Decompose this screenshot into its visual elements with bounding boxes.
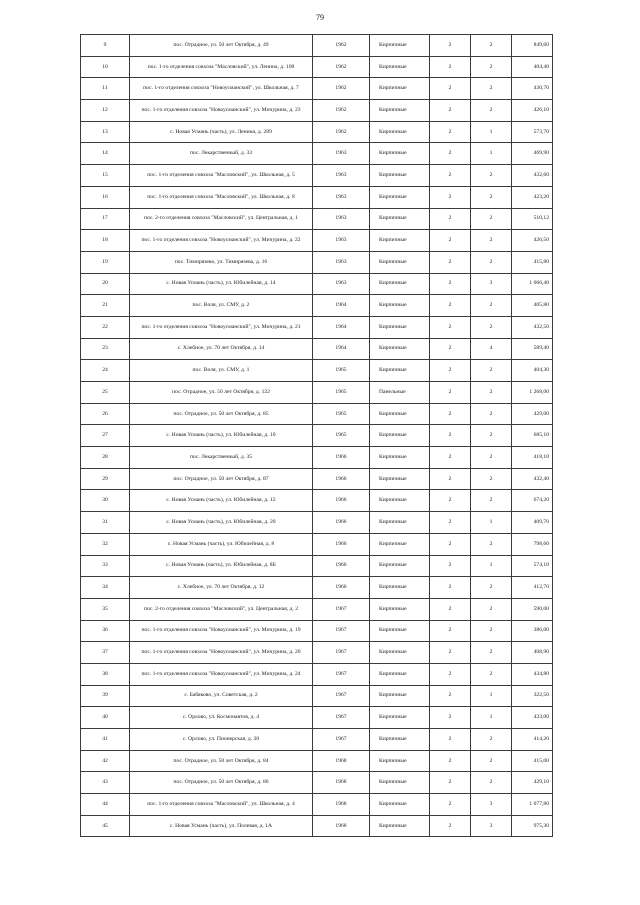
cell-floors: 2 — [430, 729, 471, 751]
cell-entrances: 2 — [471, 425, 512, 447]
cell-floors: 2 — [430, 78, 471, 100]
cell-entrances: 1 — [471, 143, 512, 165]
cell-material: Кирпичные — [370, 230, 430, 252]
cell-year: 1963 — [313, 230, 370, 252]
page-number: 79 — [316, 13, 324, 22]
table-row — [81, 165, 553, 187]
cell-material: Кирпичные — [370, 447, 430, 469]
cell-year: 1967 — [313, 620, 370, 642]
cell-address: пос. Отрадное, ул. 50 лет Октября, д. 84 — [130, 750, 313, 772]
cell-area: 404,40 — [512, 56, 553, 78]
cell-row-number: 18 — [81, 230, 130, 252]
cell-row-number: 31 — [81, 512, 130, 534]
cell-entrances: 2 — [471, 598, 512, 620]
cell-address: пос. 2-го отделения совхоза "Масловский", ул. Центральная, д. 1 — [130, 208, 313, 230]
table-row — [81, 772, 553, 794]
cell-row-number: 38 — [81, 663, 130, 685]
cell-year: 1967 — [313, 598, 370, 620]
cell-row-number: 24 — [81, 360, 130, 382]
cell-area: 426,50 — [512, 230, 553, 252]
cell-area: 590,00 — [512, 598, 553, 620]
cell-floors: 2 — [430, 772, 471, 794]
table-row — [81, 555, 553, 577]
cell-entrances: 1 — [471, 685, 512, 707]
cell-year: 1964 — [313, 338, 370, 360]
cell-row-number: 21 — [81, 295, 130, 317]
cell-address: с. Новая Усмань (часть), ул. Полевая, д. 1А — [130, 815, 313, 837]
table-row — [81, 403, 553, 425]
cell-material: Кирпичные — [370, 208, 430, 230]
cell-material: Кирпичные — [370, 338, 430, 360]
cell-area: 1 077,80 — [512, 794, 553, 816]
cell-year: 1962 — [313, 121, 370, 143]
cell-address: пос. 1-го отделения совхоза "Масловский", ул. Школьная, д. 8 — [130, 186, 313, 208]
table-row — [81, 642, 553, 664]
cell-entrances: 2 — [471, 165, 512, 187]
cell-material: Кирпичные — [370, 685, 430, 707]
cell-year: 1967 — [313, 729, 370, 751]
cell-address: с. Орлово, ул. Космонавтов, д. 4 — [130, 707, 313, 729]
cell-address: пос. Лекарственный, д. 33 — [130, 143, 313, 165]
cell-year: 1967 — [313, 707, 370, 729]
cell-floors: 2 — [430, 707, 471, 729]
cell-entrances: 3 — [471, 794, 512, 816]
cell-material: Кирпичные — [370, 186, 430, 208]
cell-year: 1964 — [313, 295, 370, 317]
cell-address: с. Хлебное, ул. 70 лет Октября, д. 14 — [130, 338, 313, 360]
cell-material: Кирпичные — [370, 750, 430, 772]
cell-floors: 2 — [430, 815, 471, 837]
table-row — [81, 663, 553, 685]
cell-row-number: 32 — [81, 533, 130, 555]
cell-address: с. Хлебное, ул. 70 лет Октября, д. 12 — [130, 577, 313, 599]
cell-area: 409,70 — [512, 512, 553, 534]
cell-area: 430,70 — [512, 78, 553, 100]
table-row — [81, 295, 553, 317]
cell-floors: 2 — [430, 685, 471, 707]
cell-area: 573,70 — [512, 121, 553, 143]
cell-year: 1967 — [313, 685, 370, 707]
table-row — [81, 685, 553, 707]
cell-material: Кирпичные — [370, 512, 430, 534]
cell-year: 1962 — [313, 56, 370, 78]
cell-year: 1965 — [313, 425, 370, 447]
cell-area: 322,50 — [512, 685, 553, 707]
cell-entrances: 1 — [471, 555, 512, 577]
cell-year: 1966 — [313, 512, 370, 534]
cell-year: 1966 — [313, 490, 370, 512]
table-row — [81, 729, 553, 751]
cell-material: Кирпичные — [370, 468, 430, 490]
cell-row-number: 27 — [81, 425, 130, 447]
cell-floors: 2 — [430, 382, 471, 404]
cell-entrances: 2 — [471, 620, 512, 642]
table-row — [81, 251, 553, 273]
cell-row-number: 12 — [81, 100, 130, 122]
cell-material: Кирпичные — [370, 663, 430, 685]
cell-material: Кирпичные — [370, 577, 430, 599]
cell-entrances: 2 — [471, 208, 512, 230]
cell-address: с. Новая Усмань (часть), ул. Ленина, д. 289 — [130, 121, 313, 143]
table-row — [81, 143, 553, 165]
cell-material: Кирпичные — [370, 794, 430, 816]
cell-material: Кирпичные — [370, 598, 430, 620]
table-row — [81, 100, 553, 122]
cell-entrances: 2 — [471, 403, 512, 425]
cell-address: с. Орлово, ул. Пионерская, д. 30 — [130, 729, 313, 751]
table-row — [81, 447, 553, 469]
cell-floors: 2 — [430, 577, 471, 599]
cell-row-number: 41 — [81, 729, 130, 751]
cell-row-number: 22 — [81, 316, 130, 338]
cell-address: пос. Отрадное, ул. 50 лет Октября, д. 87 — [130, 468, 313, 490]
cell-floors: 2 — [430, 750, 471, 772]
cell-floors: 2 — [430, 425, 471, 447]
cell-material: Кирпичные — [370, 121, 430, 143]
cell-area: 975,30 — [512, 815, 553, 837]
cell-address: с. Новая Усмань (часть), ул. Юбилейная, д. 14 — [130, 273, 313, 295]
table-row — [81, 794, 553, 816]
cell-row-number: 15 — [81, 165, 130, 187]
cell-area: 404,30 — [512, 360, 553, 382]
table-row — [81, 78, 553, 100]
cell-entrances: 2 — [471, 772, 512, 794]
cell-row-number: 29 — [81, 468, 130, 490]
cell-floors: 2 — [430, 468, 471, 490]
cell-entrances: 2 — [471, 230, 512, 252]
cell-row-number: 23 — [81, 338, 130, 360]
cell-entrances: 2 — [471, 750, 512, 772]
table-row — [81, 707, 553, 729]
table-row — [81, 186, 553, 208]
cell-area: 418,10 — [512, 447, 553, 469]
cell-area: 849,60 — [512, 35, 553, 57]
cell-floors: 2 — [430, 338, 471, 360]
cell-year: 1966 — [313, 555, 370, 577]
cell-material: Кирпичные — [370, 360, 430, 382]
cell-area: 405,80 — [512, 295, 553, 317]
cell-floors: 2 — [430, 186, 471, 208]
cell-area: 429,10 — [512, 772, 553, 794]
cell-floors: 2 — [430, 620, 471, 642]
cell-row-number: 9 — [81, 35, 130, 57]
cell-year: 1964 — [313, 316, 370, 338]
cell-material: Кирпичные — [370, 100, 430, 122]
cell-row-number: 20 — [81, 273, 130, 295]
cell-area: 386,00 — [512, 620, 553, 642]
cell-area: 415,80 — [512, 251, 553, 273]
cell-year: 1968 — [313, 794, 370, 816]
table-row — [81, 121, 553, 143]
cell-row-number: 44 — [81, 794, 130, 816]
cell-year: 1966 — [313, 577, 370, 599]
cell-area: 798,60 — [512, 533, 553, 555]
cell-entrances: 2 — [471, 577, 512, 599]
cell-entrances: 2 — [471, 295, 512, 317]
table-row — [81, 750, 553, 772]
cell-floors: 2 — [430, 143, 471, 165]
cell-year: 1968 — [313, 750, 370, 772]
cell-address: пос. Отрадное, ул. 50 лет Октября, д. 85 — [130, 403, 313, 425]
cell-year: 1963 — [313, 143, 370, 165]
cell-row-number: 13 — [81, 121, 130, 143]
cell-area: 1 066,40 — [512, 273, 553, 295]
table-row — [81, 512, 553, 534]
table-row — [81, 382, 553, 404]
cell-row-number: 26 — [81, 403, 130, 425]
cell-address: пос. Лекарственный, д. 35 — [130, 447, 313, 469]
cell-row-number: 34 — [81, 577, 130, 599]
cell-area: 429,00 — [512, 403, 553, 425]
cell-row-number: 36 — [81, 620, 130, 642]
cell-area: 423,20 — [512, 186, 553, 208]
cell-area: 432,40 — [512, 468, 553, 490]
cell-year: 1963 — [313, 251, 370, 273]
cell-floors: 2 — [430, 533, 471, 555]
cell-entrances: 2 — [471, 642, 512, 664]
cell-floors: 2 — [430, 295, 471, 317]
cell-material: Кирпичные — [370, 403, 430, 425]
cell-address: пос. 1-го отделения совхоза "Масловский", ул. Ленина, д. 108 — [130, 56, 313, 78]
cell-row-number: 37 — [81, 642, 130, 664]
cell-address: с. Новая Усмань (часть), ул. Юбилейная, д. 8Б — [130, 555, 313, 577]
cell-floors: 2 — [430, 35, 471, 57]
cell-material: Кирпичные — [370, 533, 430, 555]
cell-material: Кирпичные — [370, 707, 430, 729]
table-body — [81, 35, 553, 837]
housing-table — [80, 34, 553, 837]
cell-year: 1966 — [313, 447, 370, 469]
cell-area: 574,10 — [512, 555, 553, 577]
cell-address: пос. Отрадное, ул. 50 лет Октября, д. 86 — [130, 772, 313, 794]
cell-entrances: 2 — [471, 533, 512, 555]
table-row — [81, 273, 553, 295]
cell-material: Кирпичные — [370, 143, 430, 165]
cell-floors: 2 — [430, 251, 471, 273]
cell-material: Кирпичные — [370, 273, 430, 295]
cell-entrances: 2 — [471, 490, 512, 512]
cell-address: пос. 1-го отделения совхоза "Новоусманский", ул. Мичурина, д. 20 — [130, 642, 313, 664]
cell-address: пос. 1-го отделения совхоза "Новоусманский", ул. Мичурина, д. 23 — [130, 100, 313, 122]
cell-address: с. Бабяково, ул. Советская, д. 2 — [130, 685, 313, 707]
cell-area: 1 268,00 — [512, 382, 553, 404]
table-row — [81, 56, 553, 78]
cell-row-number: 42 — [81, 750, 130, 772]
cell-address: пос. 1-го отделения совхоза "Масловский", ул. Школьная, д. 5 — [130, 165, 313, 187]
cell-floors: 2 — [430, 598, 471, 620]
cell-address: пос. 1-го отделения совхоза "Новоусманский", ул. Школьная, д. 7 — [130, 78, 313, 100]
cell-row-number: 10 — [81, 56, 130, 78]
cell-material: Кирпичные — [370, 425, 430, 447]
cell-row-number: 40 — [81, 707, 130, 729]
cell-material: Кирпичные — [370, 815, 430, 837]
cell-floors: 2 — [430, 555, 471, 577]
cell-entrances: 2 — [471, 382, 512, 404]
cell-year: 1963 — [313, 208, 370, 230]
cell-entrances: 2 — [471, 360, 512, 382]
cell-row-number: 35 — [81, 598, 130, 620]
cell-area: 510,12 — [512, 208, 553, 230]
cell-material: Кирпичные — [370, 35, 430, 57]
cell-entrances: 2 — [471, 468, 512, 490]
table-row — [81, 490, 553, 512]
cell-address: с. Новая Усмань (часть), ул. Юбилейная, д. 10 — [130, 425, 313, 447]
table-row — [81, 598, 553, 620]
table-row — [81, 230, 553, 252]
cell-area: 674,20 — [512, 490, 553, 512]
cell-row-number: 45 — [81, 815, 130, 837]
cell-row-number: 30 — [81, 490, 130, 512]
cell-year: 1963 — [313, 186, 370, 208]
cell-floors: 2 — [430, 512, 471, 534]
cell-floors: 2 — [430, 230, 471, 252]
cell-address: пос. Отрадное, ул. 50 лет Октября, д. 122 — [130, 382, 313, 404]
cell-area: 415,00 — [512, 750, 553, 772]
cell-row-number: 19 — [81, 251, 130, 273]
cell-address: пос. 1-го отделения совхоза "Масловский", ул. Школьная, д. 4 — [130, 794, 313, 816]
cell-area: 412,70 — [512, 577, 553, 599]
cell-area: 434,80 — [512, 663, 553, 685]
cell-year: 1963 — [313, 273, 370, 295]
cell-material: Кирпичные — [370, 772, 430, 794]
cell-entrances: 2 — [471, 100, 512, 122]
cell-area: 426,10 — [512, 100, 553, 122]
cell-material: Кирпичные — [370, 490, 430, 512]
cell-material: Кирпичные — [370, 729, 430, 751]
cell-floors: 2 — [430, 208, 471, 230]
cell-address: пос. Тимирязево, ул. Тимирязева, д. 16 — [130, 251, 313, 273]
cell-floors: 2 — [430, 100, 471, 122]
cell-floors: 2 — [430, 794, 471, 816]
cell-floors: 2 — [430, 316, 471, 338]
cell-floors: 2 — [430, 273, 471, 295]
cell-address: пос. 2-го отделения совхоза "Масловский", ул. Центральная, д. 2 — [130, 598, 313, 620]
cell-row-number: 33 — [81, 555, 130, 577]
table-row — [81, 208, 553, 230]
cell-floors: 2 — [430, 403, 471, 425]
cell-floors: 2 — [430, 642, 471, 664]
cell-floors: 2 — [430, 663, 471, 685]
cell-material: Кирпичные — [370, 316, 430, 338]
cell-material: Кирпичные — [370, 642, 430, 664]
cell-row-number: 11 — [81, 78, 130, 100]
cell-year: 1968 — [313, 772, 370, 794]
cell-row-number: 43 — [81, 772, 130, 794]
cell-year: 1967 — [313, 642, 370, 664]
cell-area: 589,40 — [512, 338, 553, 360]
cell-material: Кирпичные — [370, 555, 430, 577]
table-row — [81, 468, 553, 490]
table-row — [81, 620, 553, 642]
cell-material: Кирпичные — [370, 620, 430, 642]
cell-year: 1965 — [313, 403, 370, 425]
cell-entrances: 1 — [471, 512, 512, 534]
cell-entrances: 2 — [471, 251, 512, 273]
table-row — [81, 425, 553, 447]
cell-year: 1962 — [313, 100, 370, 122]
cell-year: 1965 — [313, 360, 370, 382]
cell-year: 1966 — [313, 468, 370, 490]
table-row — [81, 338, 553, 360]
cell-floors: 2 — [430, 447, 471, 469]
cell-address: с. Новая Усмань (часть), ул. Юбилейная, д. 8 — [130, 533, 313, 555]
cell-entrances: 2 — [471, 186, 512, 208]
cell-material: Кирпичные — [370, 295, 430, 317]
cell-entrances: 1 — [471, 707, 512, 729]
cell-row-number: 39 — [81, 685, 130, 707]
cell-area: 408,90 — [512, 642, 553, 664]
cell-entrances: 2 — [471, 35, 512, 57]
cell-address: пос. 1-го отделения совхоза "Новоусманский", ул. Мичурина, д. 19 — [130, 620, 313, 642]
table-row — [81, 316, 553, 338]
cell-entrances: 2 — [471, 729, 512, 751]
cell-row-number: 17 — [81, 208, 130, 230]
table-row — [81, 35, 553, 57]
cell-entrances: 2 — [471, 78, 512, 100]
cell-floors: 2 — [430, 121, 471, 143]
cell-floors: 2 — [430, 490, 471, 512]
cell-entrances: 3 — [471, 815, 512, 837]
cell-address: пос. 1-го отделения совхоза "Новоусманский", ул. Мичурина, д. 24 — [130, 663, 313, 685]
cell-row-number: 25 — [81, 382, 130, 404]
cell-entrances: 2 — [471, 316, 512, 338]
cell-material: Кирпичные — [370, 78, 430, 100]
table-row — [81, 577, 553, 599]
cell-entrances: 2 — [471, 663, 512, 685]
table-row — [81, 533, 553, 555]
cell-address: пос. Воля, ул. СМУ, д. 2 — [130, 295, 313, 317]
cell-year: 1962 — [313, 78, 370, 100]
cell-year: 1967 — [313, 663, 370, 685]
cell-material: Кирпичные — [370, 165, 430, 187]
cell-area: 432,60 — [512, 165, 553, 187]
cell-entrances: 3 — [471, 273, 512, 295]
cell-material: Панельные — [370, 382, 430, 404]
cell-area: 685,10 — [512, 425, 553, 447]
cell-row-number: 28 — [81, 447, 130, 469]
cell-entrances: 4 — [471, 338, 512, 360]
table-row — [81, 815, 553, 837]
cell-floors: 2 — [430, 56, 471, 78]
cell-floors: 2 — [430, 360, 471, 382]
cell-year: 1965 — [313, 382, 370, 404]
cell-entrances: 1 — [471, 121, 512, 143]
table-row — [81, 360, 553, 382]
cell-address: пос. 1-го отделения совхоза "Новоусманский", ул. Мичурина, д. 22 — [130, 230, 313, 252]
cell-entrances: 2 — [471, 56, 512, 78]
cell-address: с. Новая Усмань (часть), ул. Юбилейная, д. 20 — [130, 512, 313, 534]
cell-area: 469,90 — [512, 143, 553, 165]
cell-row-number: 16 — [81, 186, 130, 208]
cell-year: 1968 — [313, 815, 370, 837]
cell-year: 1962 — [313, 35, 370, 57]
cell-area: 432,50 — [512, 316, 553, 338]
cell-address: с. Новая Усмань (часть), ул. Юбилейная, д. 12 — [130, 490, 313, 512]
cell-address: пос. Воля, ул. СМУ, д. 1 — [130, 360, 313, 382]
cell-address: пос. Отрадное, ул. 50 лет Октября, д. 49 — [130, 35, 313, 57]
cell-material: Кирпичные — [370, 251, 430, 273]
cell-floors: 2 — [430, 165, 471, 187]
cell-year: 1966 — [313, 533, 370, 555]
cell-area: 414,20 — [512, 729, 553, 751]
cell-row-number: 14 — [81, 143, 130, 165]
cell-material: Кирпичные — [370, 56, 430, 78]
cell-address: пос. 1-го отделения совхоза "Новоусманский", ул. Мичурина, д. 21 — [130, 316, 313, 338]
cell-year: 1963 — [313, 165, 370, 187]
cell-area: 433,00 — [512, 707, 553, 729]
cell-entrances: 2 — [471, 447, 512, 469]
